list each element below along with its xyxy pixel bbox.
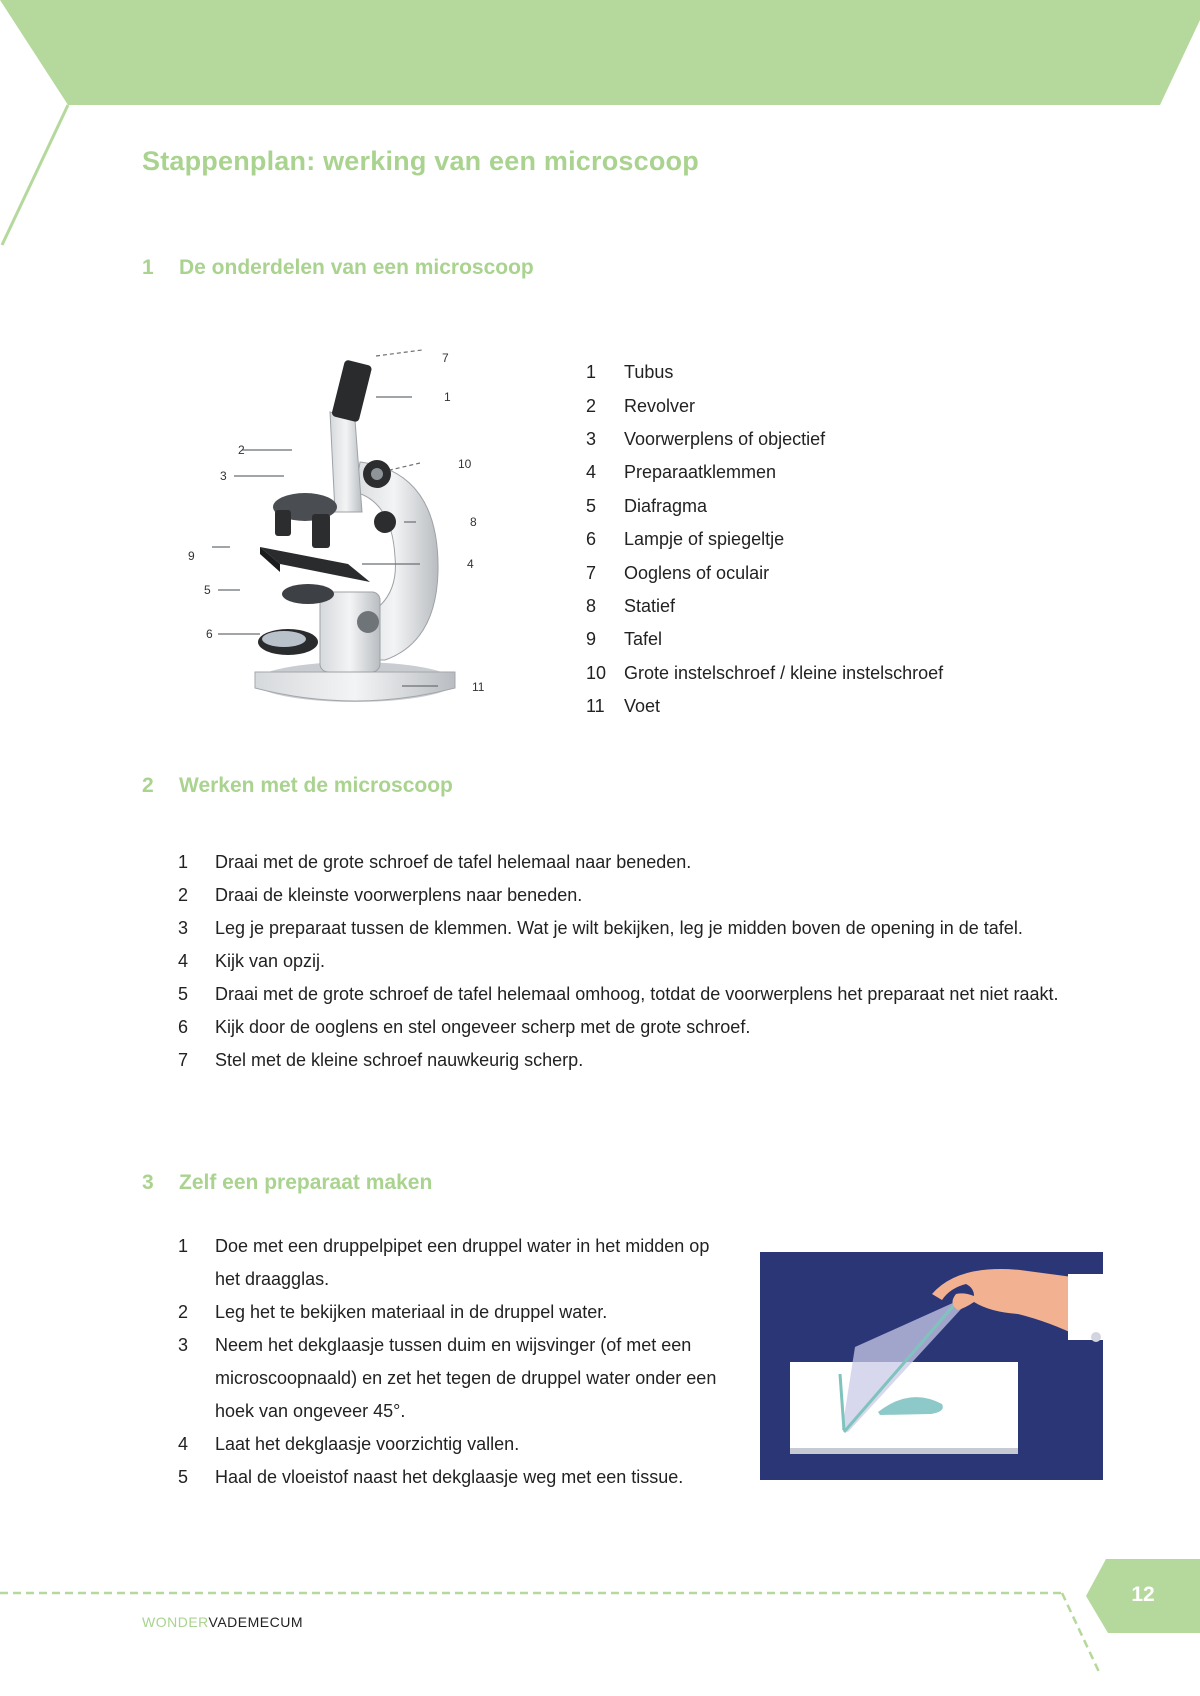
item-number: 3: [586, 428, 597, 449]
item-number: 1: [586, 362, 597, 383]
item-number: 9: [586, 629, 597, 650]
step-text: Leg je preparaat tussen de klemmen. Wat je wilt bekijken, leg je midden boven de opening in de tafel.: [215, 918, 1023, 938]
list-item: [178, 846, 1078, 879]
figure-label-9: 9: [188, 549, 195, 563]
step-text: Kijk van opzij.: [215, 951, 326, 971]
item-number: 6: [586, 529, 597, 550]
item-number: 7: [586, 562, 597, 583]
step-number: 5: [178, 984, 189, 1004]
figure-label-10: 10: [458, 457, 472, 471]
list-item: [178, 912, 1078, 945]
figure-label-7: 7: [442, 351, 449, 365]
microscope-illustration: [180, 342, 530, 722]
step-text: Neem het dekglaasje tussen duim en wijsvinger (of met een microscoopnaald) en zet het tegen de druppel water onder een hoek van ongeveer 45°.: [215, 1335, 717, 1421]
list-item: [586, 356, 943, 389]
figure-label-11: 11: [472, 680, 485, 694]
item-label: Preparaatklemmen: [624, 462, 777, 483]
eyepiece-tube: [331, 359, 372, 422]
section-heading-2: [142, 774, 453, 798]
list-item: [586, 523, 943, 556]
steps-list-preparation: [178, 1230, 738, 1494]
item-number: 11: [586, 696, 605, 717]
section-title: De onderdelen van een microscoop: [179, 256, 534, 279]
step-text: Leg het te bekijken materiaal in de druppel water.: [215, 1302, 608, 1322]
figure-label-6: 6: [206, 627, 213, 641]
figure-label-4: 4: [467, 557, 474, 571]
page-title: Stappenplan: werking van een microscoop: [142, 146, 699, 176]
item-label: Revolver: [624, 395, 696, 416]
microscope-figure: [180, 342, 530, 722]
list-item: [178, 1329, 738, 1428]
step-number: 3: [178, 1335, 189, 1355]
list-item: [586, 690, 943, 723]
step-text: Laat het dekglaasje voorzichtig vallen.: [215, 1434, 520, 1454]
brand-part-wonder: WONDER: [142, 1614, 209, 1630]
parts-list: [586, 356, 943, 723]
sleeve-cuff: [1068, 1274, 1103, 1340]
item-label: Voorwerplens of objectief: [624, 428, 826, 449]
step-text: Stel met de kleine schroef nauwkeurig scherp.: [215, 1050, 584, 1070]
header-banner-shape: [0, 0, 1200, 105]
step-text: Haal de vloeistof naast het dekglaasje weg met een tissue.: [215, 1467, 684, 1487]
list-item: [178, 1230, 738, 1296]
step-text: Draai de kleinste voorwerplens naar beneden.: [215, 885, 583, 905]
step-number: 3: [178, 918, 189, 938]
figure-label-3: 3: [220, 469, 227, 483]
section-number: 2: [142, 774, 154, 797]
step-number: 4: [178, 951, 189, 971]
brand-footer: [142, 1614, 303, 1630]
list-item: [586, 657, 943, 690]
figure-label-5: 5: [204, 583, 211, 597]
list-item: [178, 1428, 738, 1461]
list-item: [586, 490, 943, 523]
list-item: [586, 556, 943, 589]
step-number: 2: [178, 885, 189, 905]
page-number: 12: [1131, 1583, 1155, 1606]
section-number: 3: [142, 1171, 154, 1194]
step-text: Kijk door de ooglens en stel ongeveer scherp met de grote schroef.: [215, 1017, 751, 1037]
section-title: Werken met de microscoop: [179, 774, 453, 797]
figure-label-8: 8: [470, 515, 477, 529]
list-item: [178, 1011, 1078, 1044]
item-label: Tubus: [624, 362, 674, 383]
brand-part-vademecum: VADEMECUM: [208, 1614, 303, 1630]
item-number: 4: [586, 462, 597, 483]
list-item: [178, 879, 1078, 912]
list-item: [178, 1044, 1078, 1077]
step-text: Doe met een druppelpipet een druppel water in het midden op het draagglas.: [215, 1236, 710, 1289]
item-number: 8: [586, 595, 597, 616]
list-item: [586, 423, 943, 456]
header-band: [0, 0, 1200, 260]
list-item: [586, 623, 943, 656]
step-number: 4: [178, 1434, 189, 1454]
item-number: 5: [586, 495, 597, 516]
item-label: Diafragma: [624, 495, 708, 516]
list-item: [178, 945, 1078, 978]
step-text: Draai met de grote schroef de tafel helemaal omhoog, totdat de voorwerplens het preparaat net niet raakt.: [215, 984, 1059, 1004]
item-number: 2: [586, 395, 597, 416]
step-number: 2: [178, 1302, 189, 1322]
figure-label-1: 1: [444, 390, 451, 404]
steps-list-microscope: [178, 846, 1078, 1077]
step-number: 1: [178, 1236, 189, 1256]
item-label: Voet: [624, 696, 661, 717]
step-number: 6: [178, 1017, 189, 1037]
list-item: [586, 456, 943, 489]
slide-drawing: [760, 1252, 1103, 1480]
step-number: 5: [178, 1467, 189, 1487]
item-label: Lampje of spiegeltje: [624, 529, 785, 550]
section-number: 1: [142, 256, 154, 279]
item-label: Tafel: [624, 629, 663, 650]
item-number: 10: [586, 662, 607, 683]
footer-decoration: [0, 1586, 1200, 1696]
step-number: 1: [178, 852, 189, 872]
section-heading-1: [142, 256, 534, 280]
coverslip-illustration: [760, 1252, 1103, 1480]
item-label: Statief: [624, 595, 676, 616]
figure-label-2: 2: [238, 443, 245, 457]
section-heading-3: [142, 1171, 432, 1195]
list-item: [586, 389, 943, 422]
header-slant-line: [2, 105, 68, 245]
item-label: Ooglens of oculair: [624, 562, 770, 583]
step-number: 7: [178, 1050, 189, 1070]
section-title: Zelf een preparaat maken: [179, 1171, 433, 1194]
item-label: Grote instelschroef / kleine instelschroef: [624, 662, 944, 683]
list-item: [178, 978, 1078, 1011]
list-item: [586, 590, 943, 623]
step-text: Draai met de grote schroef de tafel helemaal naar beneden.: [215, 852, 692, 872]
list-item: [178, 1461, 738, 1494]
list-item: [178, 1296, 738, 1329]
